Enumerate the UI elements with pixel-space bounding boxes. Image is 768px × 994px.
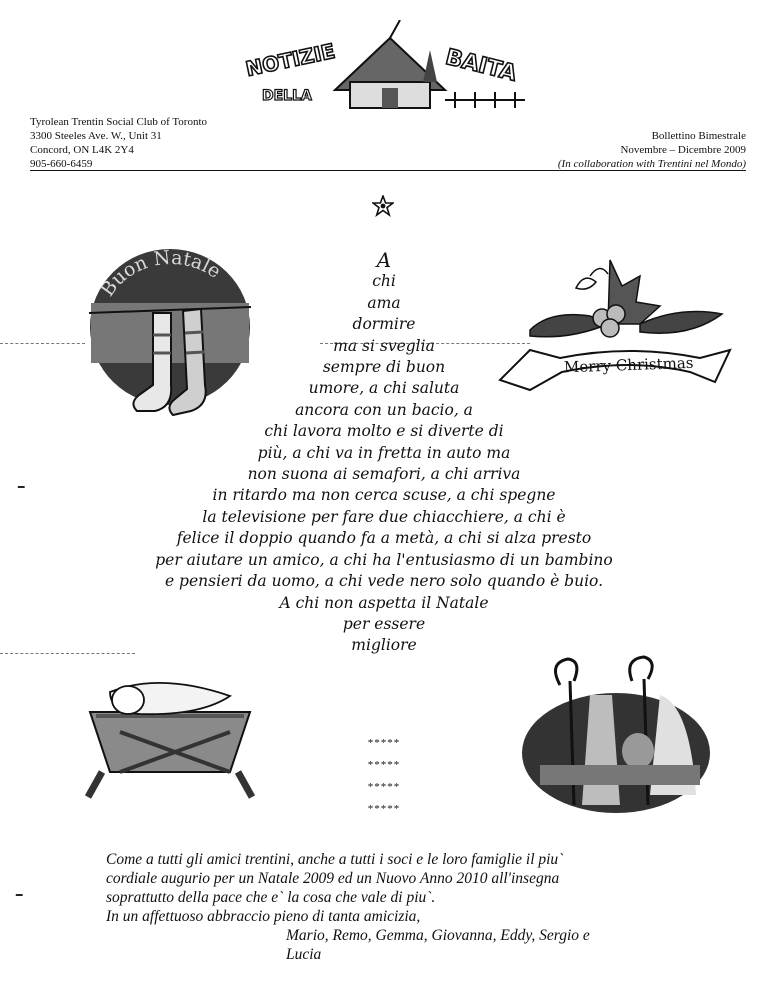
poem-line: ancora con un bacio, a [295, 400, 473, 419]
poem-line: non suona ai semafori, a chi arriva [247, 465, 521, 484]
bulletin-period: Novembre – Dicembre 2009 [620, 144, 746, 156]
club-city: Concord, ON L4K 2Y4 [30, 144, 134, 156]
fold-line [0, 343, 85, 344]
asterisk-separators [334, 732, 434, 820]
poem-line: umore, a chi saluta [308, 379, 460, 398]
poem-line: A [376, 248, 392, 272]
margin-mark: ـ [18, 468, 25, 493]
club-street: 3300 Steeles Ave. W., Unit 31 [30, 130, 162, 142]
logo-word: NOTIZIE [243, 38, 338, 82]
greeting-line: soprattutto della pace che e` la cosa che vale di piu`. [106, 889, 436, 906]
bulletin-type: Bollettino Bimestrale [651, 130, 746, 142]
poem-line: chi [372, 272, 396, 291]
poem-line: e pensieri da uomo, a chi vede nero solo quando è buio. [164, 572, 604, 591]
poem-line: sempre di buon [322, 358, 446, 377]
poem-line: ma si sveglia [333, 336, 435, 355]
margin-mark: ـ [16, 876, 23, 901]
asterisk-row: ***** [367, 759, 401, 771]
club-name: Tyrolean Trentin Social Club of Toronto [30, 116, 207, 128]
poem-line: dormire [352, 315, 416, 334]
logo-word: DELLA [262, 88, 312, 104]
greeting-line: Come a tutti gli amici trentini, anche a tutti i soci e le loro famiglie il piu` [106, 851, 564, 868]
club-phone: 905-660-6459 [30, 158, 93, 170]
header-rule [30, 170, 746, 171]
asterisk-row: ***** [367, 803, 401, 815]
newsletter-logo [240, 20, 530, 112]
poem-line: felice il doppio quando fa a metà, a chi si alza presto [176, 529, 592, 548]
club-address [30, 115, 207, 171]
greeting-line: cordiale augurio per un Natale 2009 ed un Nuovo Anno 2010 all'insegna [106, 870, 560, 887]
poem-line: per aiutare un amico, a chi ha l'entusiasmo di un bambino [155, 550, 613, 569]
poem-line: in ritardo ma non cerca scuse, a chi spegne [212, 486, 556, 505]
nativity-illustration [520, 655, 712, 817]
poem-line: chi lavora molto e si diverte di [264, 422, 504, 441]
logo-word: BAITA [442, 44, 520, 87]
asterisk-row: ***** [367, 737, 401, 749]
poem-line: la televisione per fare due chiacchiere, a chi è [202, 507, 566, 526]
bulletin-collaboration: (In collaboration with Trentini nel Mondo) [557, 158, 746, 170]
poem-line: per essere [342, 614, 426, 633]
poem-line: ama [367, 293, 401, 312]
asterisk-row: ***** [367, 781, 401, 793]
signature-line: Lucia [286, 946, 322, 963]
signature-line: Mario, Remo, Gemma, Giovanna, Eddy, Sergio e [286, 927, 590, 944]
manger-illustration [80, 672, 265, 802]
greeting-line: In un affettuoso abbraccio pieno di tanta amicizia, [106, 908, 421, 925]
greeting-message [106, 850, 746, 964]
merry-label: Merry Christmas [563, 353, 694, 377]
poem-line: più, a chi va in fretta in auto ma [257, 443, 511, 462]
poem-line: A chi non aspetta il Natale [279, 593, 489, 612]
poem-line: migliore [351, 636, 417, 655]
star-icon [372, 195, 394, 217]
natale-label: Buon Natale [96, 246, 225, 301]
bulletin-info [558, 129, 746, 171]
christmas-poem [100, 250, 668, 657]
